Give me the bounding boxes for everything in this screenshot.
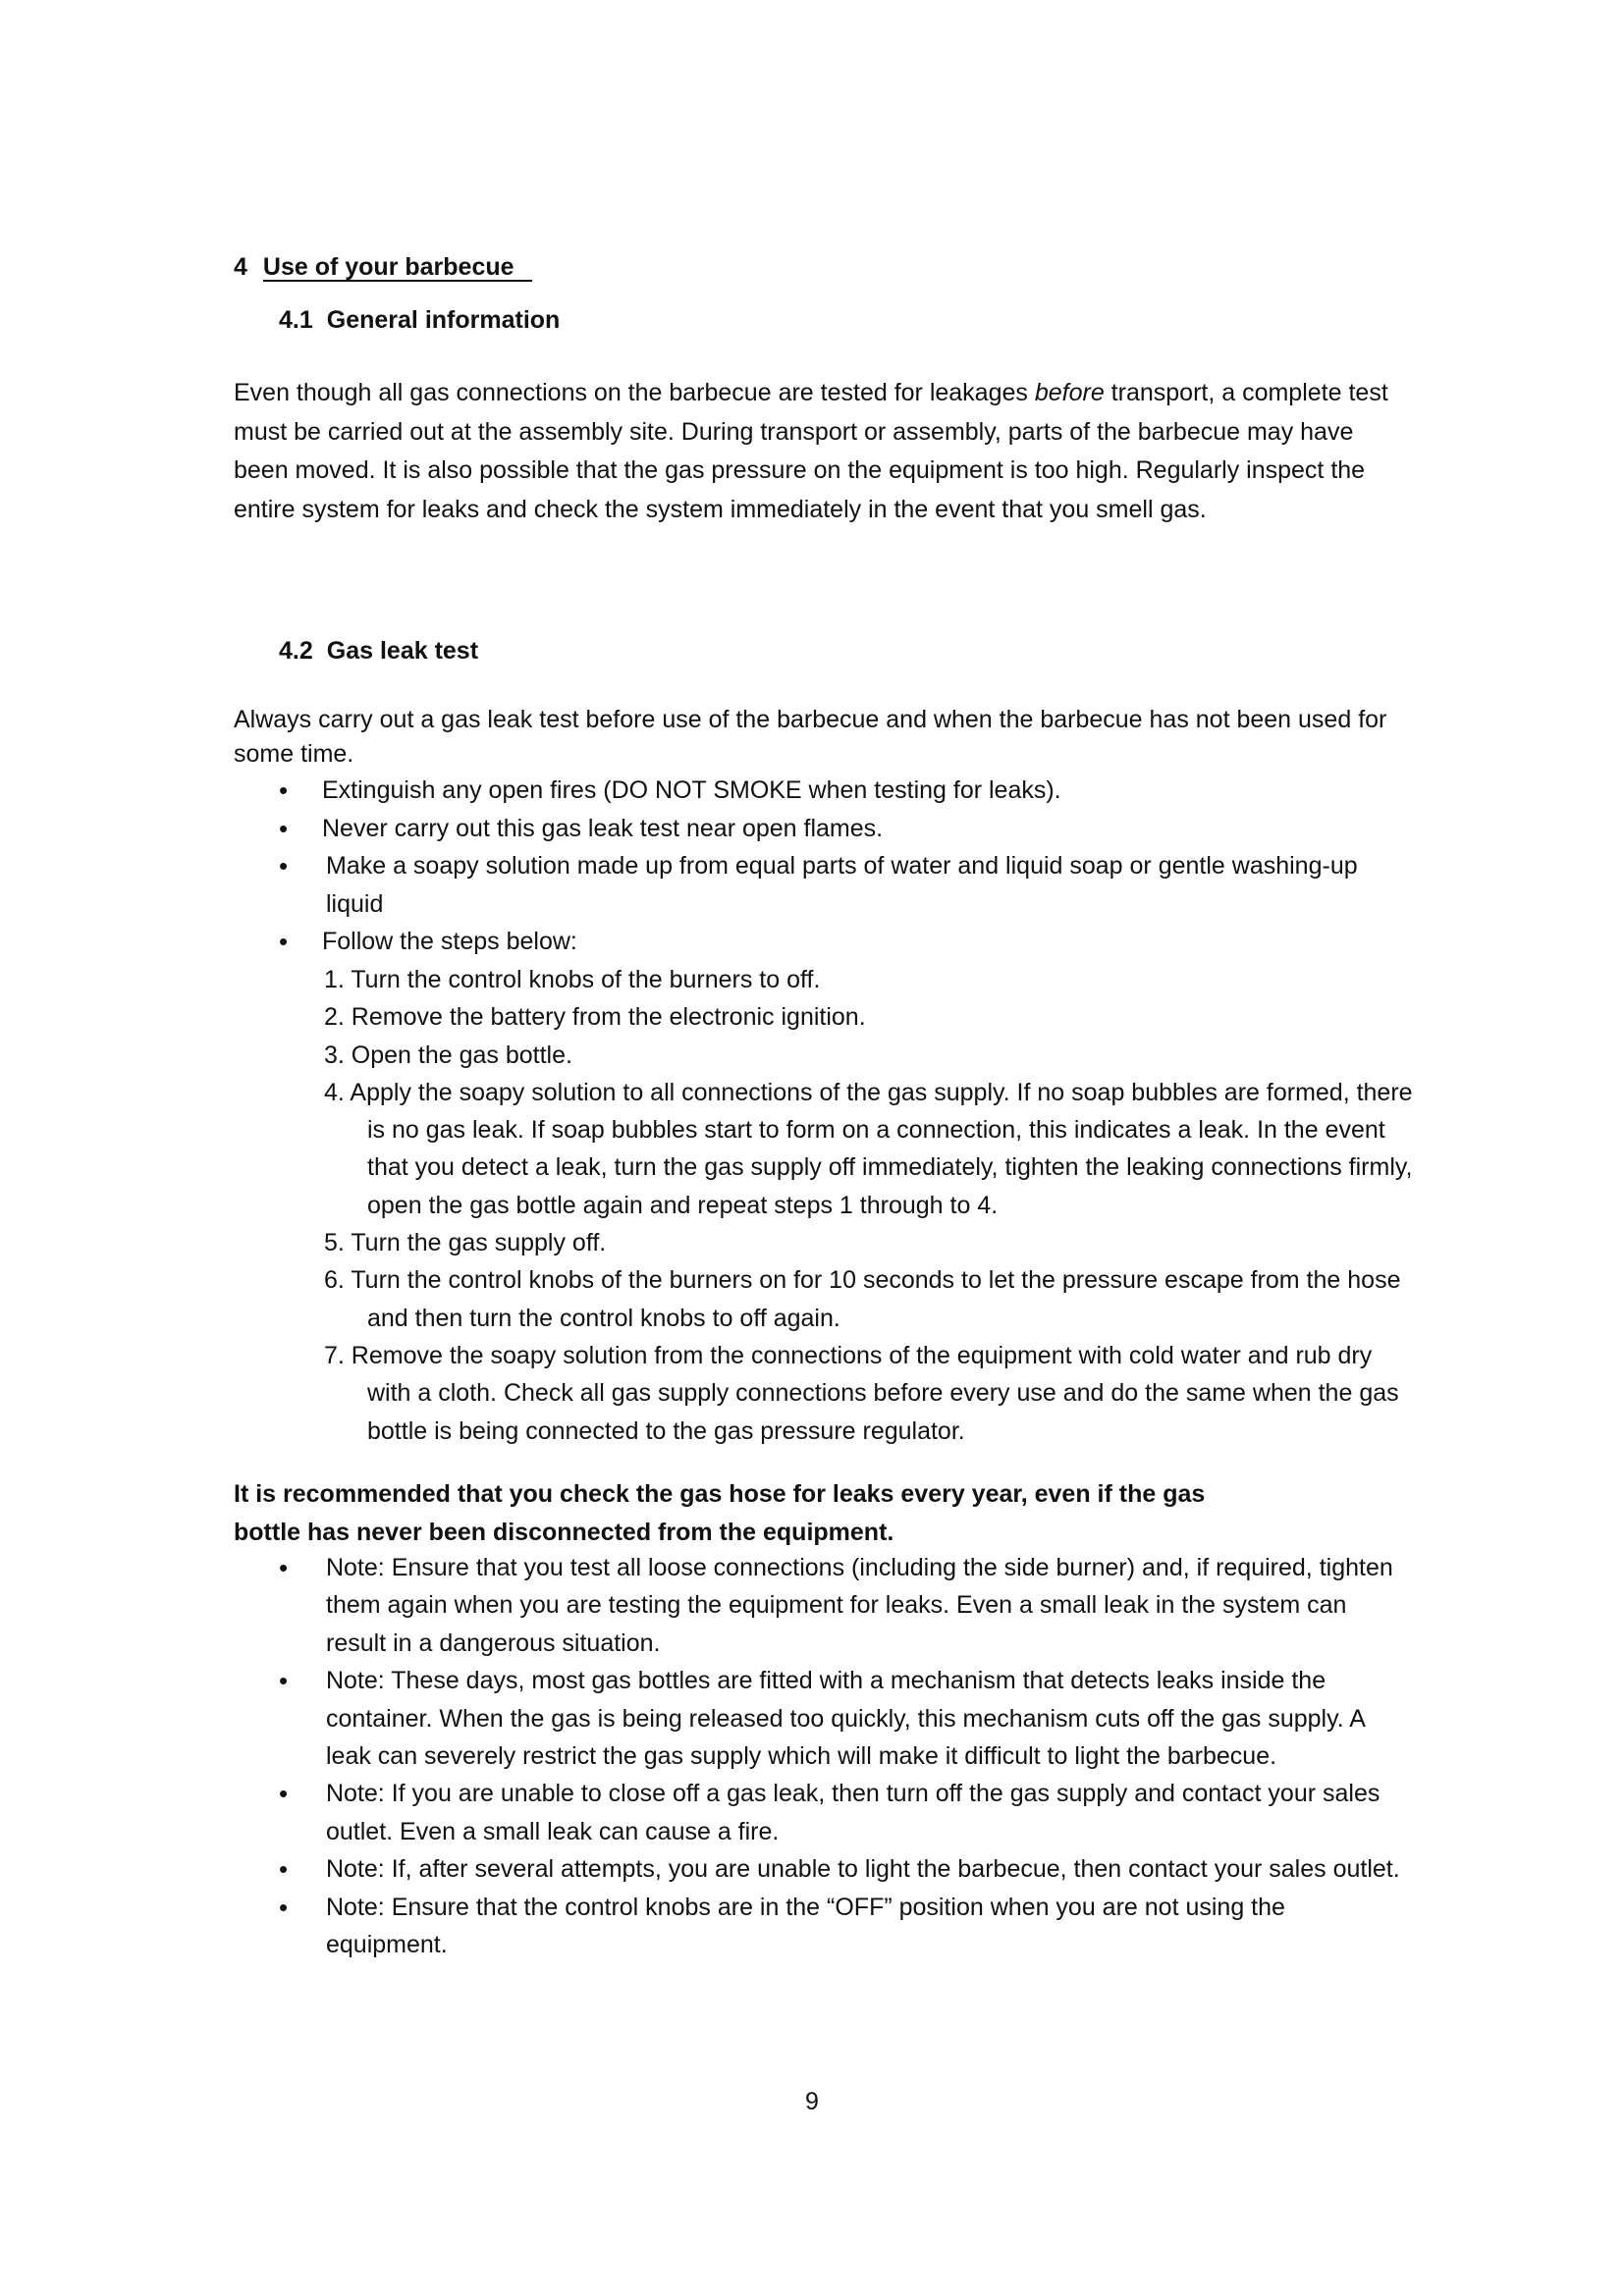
step-item: 1. Turn the control knobs of the burners to off.: [324, 966, 821, 993]
bullet-icon: •: [279, 1779, 289, 1809]
general-information-paragraph: [234, 374, 1412, 529]
note-text: Note: Ensure that the control knobs are in the “OFF” position when you are not using the equipment.: [326, 1893, 1285, 1959]
bullet-icon: •: [279, 1553, 289, 1582]
list-item: [234, 923, 1412, 961]
note-text: Note: If you are unable to close off a gas leak, then turn off the gas supply and contact your sales outlet. Even a small leak can cause a fire.: [326, 1780, 1380, 1845]
notes-list: [234, 1549, 1412, 1963]
section-title: Use of your barbecue: [263, 254, 532, 282]
section-heading: [234, 253, 532, 282]
bullet-icon: •: [279, 927, 289, 956]
list-item-text: Follow the steps below:: [322, 928, 577, 955]
paragraph-text: Even though all gas connections on the barbecue are tested for leakages: [234, 379, 1035, 406]
recommendation-line: bottle has never been disconnected from the equipment.: [234, 1519, 894, 1546]
recommendation-note: [234, 1475, 1412, 1552]
step-item: 6. Turn the control knobs of the burners on for 10 seconds to let the pressure escape from the hose and then turn the control knobs to off again.: [324, 1266, 1401, 1332]
list-item-text: Make a soapy solution made up from equal parts of water and liquid soap or gentle washing-up liquid: [326, 852, 1358, 918]
paragraph-text: transport, a complete test must be carried out at the assembly site. During transport or assembly, parts of the barbecue may have been moved. It is also possible that the gas pressure on the equipment is too high. Regularly inspect the entire system for leaks and check the system immediately in the event that you smell gas.: [234, 379, 1388, 523]
section-number: 4: [234, 253, 247, 281]
note-text: Note: If, after several attempts, you are unable to light the barbecue, then contact your sales outlet.: [326, 1855, 1400, 1884]
leak-test-steps: [324, 961, 1414, 1450]
list-item-text: Extinguish any open fires (DO NOT SMOKE when testing for leaks).: [322, 776, 1061, 804]
recommendation-line: It is recommended that you check the gas hose for leaks every year, even if the gas: [234, 1480, 1206, 1508]
step-item: 3. Open the gas bottle.: [324, 1041, 572, 1069]
note-item: [234, 1775, 1412, 1850]
note-item: [234, 1662, 1412, 1775]
page-number: 9: [805, 2088, 819, 2115]
subsection-title: Gas leak test: [326, 637, 479, 665]
step-item: 2. Remove the battery from the electronic ignition.: [324, 1003, 866, 1032]
bullet-icon: •: [279, 813, 289, 843]
leak-test-intro: Always carry out a gas leak test before use of the barbecue and when the barbecue has not been used for some time.: [234, 706, 1387, 768]
bullet-icon: •: [279, 1892, 289, 1922]
note-item: [234, 1889, 1412, 1964]
list-item-text: Never carry out this gas leak test near open flames.: [322, 814, 884, 842]
subsection-title: General information: [326, 306, 561, 334]
list-item: [234, 810, 1412, 848]
step-item: 5. Turn the gas supply off.: [324, 1229, 607, 1257]
bullet-icon: •: [279, 1666, 289, 1696]
bullet-icon: •: [279, 775, 289, 805]
subsection-number: 4.1: [279, 306, 313, 334]
bullet-icon: •: [279, 1854, 289, 1885]
subsection-number: 4.2: [279, 637, 313, 665]
note-text: Note: Ensure that you test all loose connections (including the side burner) and, if required, tighten them again when you are testing the equipment for leaks. Even a small leak in the system can result in a dangerous situation.: [326, 1554, 1393, 1657]
emphasis-text: before: [1034, 379, 1105, 406]
note-text: Note: These days, most gas bottles are fitted with a mechanism that detects leaks inside the container. When the gas is being released too quickly, this mechanism cuts off the gas supply. A leak can severely restrict the gas supply which will make it difficult to light the barbecue.: [326, 1667, 1365, 1771]
subsection-heading-general: [279, 306, 560, 335]
note-item: [234, 1850, 1412, 1888]
list-item: [234, 847, 1412, 923]
leak-test-bullet-list: [234, 772, 1412, 961]
note-item: [234, 1549, 1412, 1662]
bullet-icon: •: [279, 851, 289, 881]
step-item: 4. Apply the soapy solution to all connections of the gas supply. If no soap bubbles are formed, there is no gas leak. If soap bubbles start to form on a connection, this indicates a leak. In the event that you detect a leak, turn the gas supply off immediately, tighten the leaking connections firmly, open the gas bottle again and repeat steps 1 through to 4.: [324, 1078, 1413, 1219]
step-item: 7. Remove the soapy solution from the connections of the equipment with cold water and rub dry with a cloth. Check all gas supply connections before every use and do the same when the gas bottle is being connected to the gas pressure regulator.: [324, 1341, 1399, 1445]
list-item: [234, 772, 1412, 810]
subsection-heading-leak-test: [279, 637, 478, 666]
